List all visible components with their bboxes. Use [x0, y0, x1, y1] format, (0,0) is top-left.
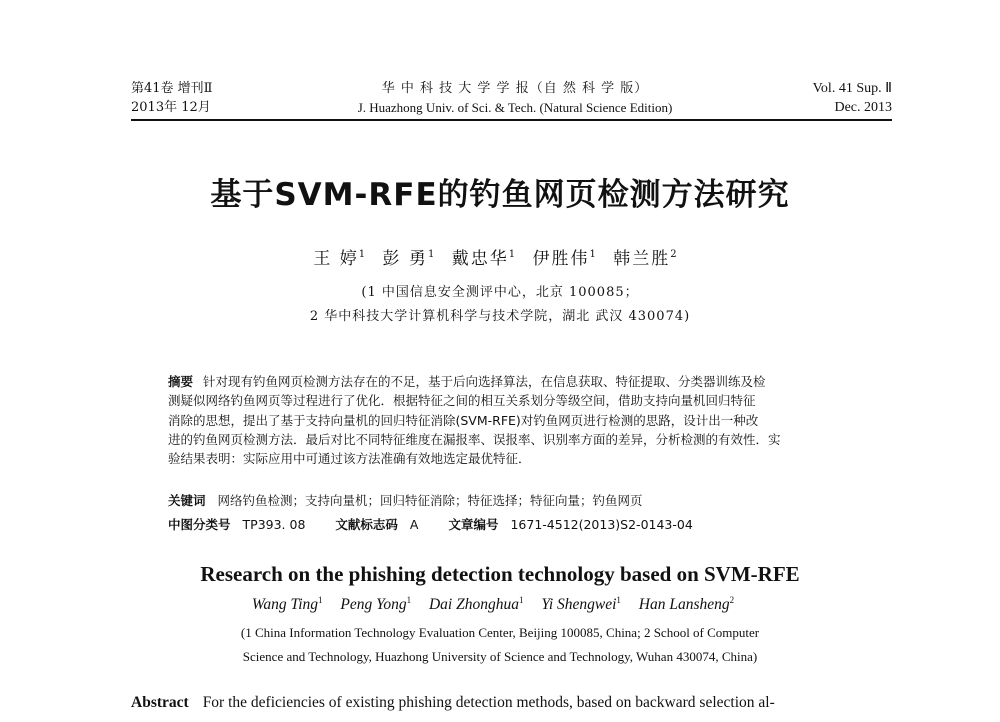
author-cn: 戴忠华$^1$ [451, 249, 518, 269]
article-no-value: 1671-4512(2013)S2-0143-04 [510, 517, 693, 532]
author-list-en [0, 595, 1000, 614]
author-cn: 韩兰胜$^2$ [613, 249, 679, 269]
abstract-cn-line: 进的钓鱼网页检测方法．最后对比不同特征维度在漏报率、误报率、识别率方面的差异，分析检测的有效性．实 [168, 431, 781, 447]
abstract-cn-line: 测疑似网络钓鱼网页等过程进行了优化．根据特征之间的相互关系划分等级空间，借助支持向量机回归特征 [168, 393, 756, 409]
abstract-cn-line: 消除的思想，提出了基于支持向量机的回归特征消除(SVM-RFE)对钓鱼网页进行检测的思路，设计出一种改 [168, 412, 759, 428]
affiliation-cn-2: 2 华中科技大学计算机科学与技术学院，湖北 武汉 430074) [309, 309, 691, 324]
header-rule [131, 119, 892, 121]
author-en: Dai Zhonghua$^1$ [428, 595, 524, 614]
doc-code-value: A [409, 517, 419, 532]
abstract-cn-label: 摘要 [168, 374, 194, 389]
author-en: Peng Yong$^1$ [340, 595, 412, 614]
author-en: Yi Shengwei$^1$ [541, 595, 621, 614]
abstract-en-text: For the deficiencies of existing phishing detection methods, based on backward selection al- [202, 694, 775, 711]
author-cn: 王 婷$^1$ [313, 249, 368, 269]
author-cn: 伊胜伟$^1$ [532, 249, 598, 269]
author-cn: 彭 勇$^1$ [382, 249, 437, 269]
author-list-cn [0, 244, 1000, 269]
clc-value: TP393. 08 [242, 517, 306, 532]
header-volume: 第41卷 增刊Ⅱ [131, 81, 213, 96]
affiliation-en-2: Science and Technology, Huazhong University of Science and Technology, Wuhan 430074, China) [242, 649, 758, 664]
abstract-cn-line: 验结果表明：实际应用中可通过该方法准确有效地选定最优特征． [168, 451, 531, 467]
abstract-en [131, 694, 775, 712]
abstract-cn [168, 372, 858, 468]
keywords-cn [168, 491, 643, 509]
classification-line [168, 515, 693, 533]
clc-label: 中图分类号 [168, 517, 231, 532]
affiliation-cn-1: (1 中国信息安全测评中心，北京 100085； [361, 285, 639, 300]
header-date: 2013年 12月 [131, 100, 211, 115]
keywords-label: 关键词 [168, 493, 206, 508]
abstract-en-label: Abstract [131, 694, 189, 711]
journal-name-en: J. Huazhong Univ. of Sci. & Tech. (Natural Science Edition) [357, 100, 673, 115]
author-en: Han Lansheng$^2$ [638, 595, 735, 614]
keywords-text: 网络钓鱼检测；支持向量机；回归特征消除；特征选择；特征向量；钓鱼网页 [217, 493, 643, 508]
affiliation-en-1: (1 China Information Technology Evaluation Center, Beijing 100085, China; 2 School of Computer [240, 625, 760, 640]
author-en: Wang Ting$^1$ [251, 595, 323, 614]
header-vol-en: Vol. 41 Sup. Ⅱ [812, 81, 892, 96]
paper-title-cn: 基于SVM-RFE的钓鱼网页检测方法研究 [210, 177, 790, 213]
abstract-cn-line: 摘要 针对现有钓鱼网页检测方法存在的不足，基于后向选择算法，在信息获取、特征提取、分类器训练及检 [168, 374, 766, 389]
article-no-label: 文章编号 [448, 517, 499, 532]
journal-name-cn: 华 中 科 技 大 学 学 报（自 然 科 学 版） [381, 81, 649, 96]
doc-code-label: 文献标志码 [335, 517, 398, 532]
paper-title-en: Research on the phishing detection technology based on SVM-RFE [200, 562, 800, 586]
header-date-en: Dec. 2013 [834, 100, 892, 115]
